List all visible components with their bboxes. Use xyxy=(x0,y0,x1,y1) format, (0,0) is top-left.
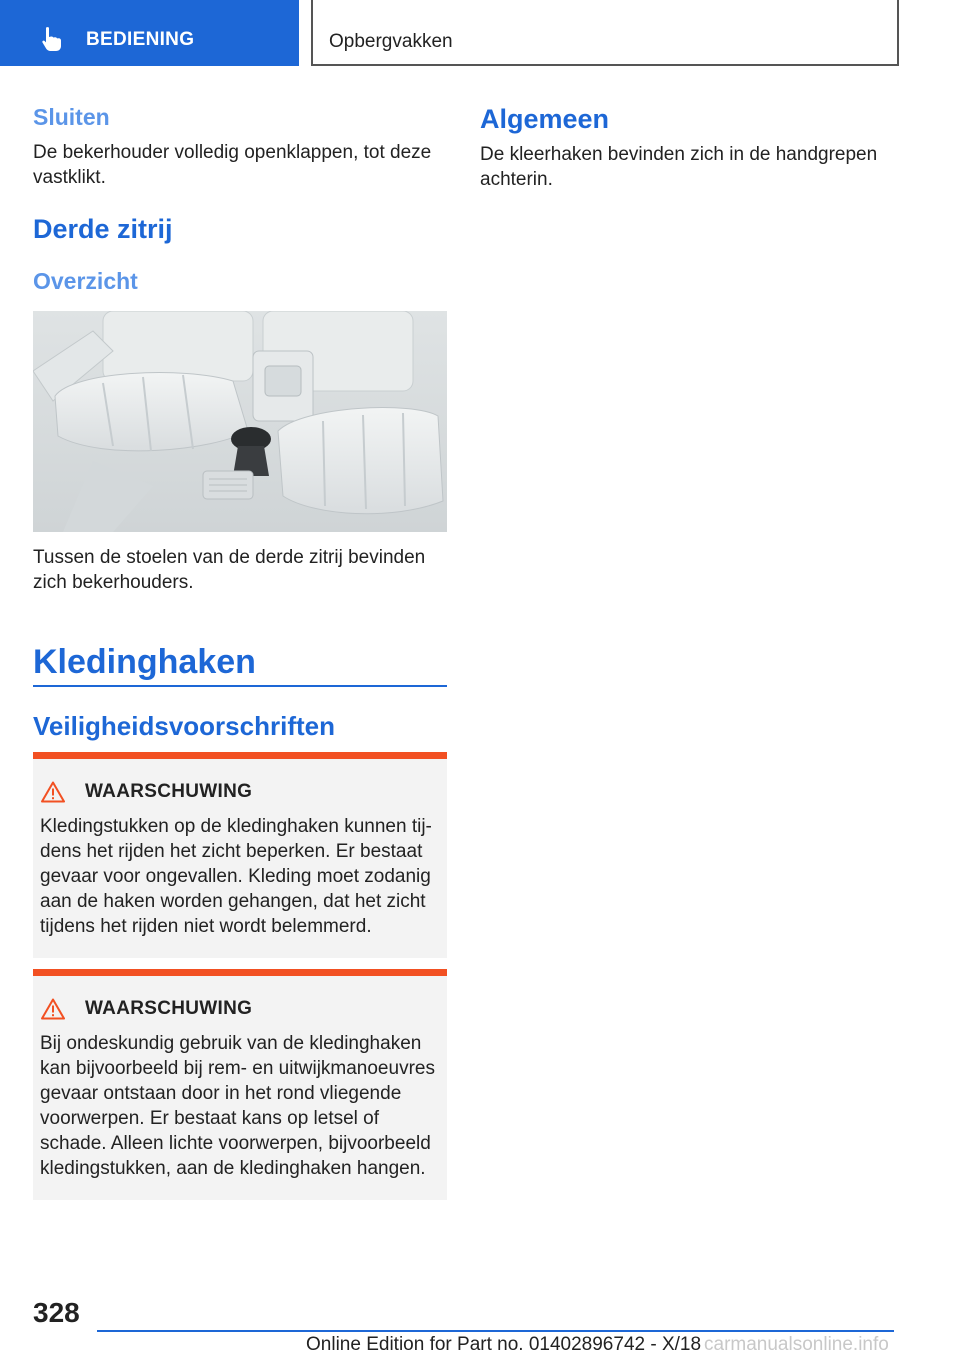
pointing-hand-icon xyxy=(40,26,66,52)
warning-box xyxy=(33,752,447,958)
section-tab[interactable] xyxy=(0,0,299,66)
sluiten-heading: Sluiten xyxy=(33,104,110,130)
chapter-header xyxy=(311,0,899,66)
sluiten-text: De bekerhouder volledig openklappen, tot deze vastklikt. xyxy=(33,142,432,188)
third-row-cupholder-photo xyxy=(33,311,447,532)
warning-box xyxy=(33,969,447,1200)
section-rule xyxy=(33,685,447,687)
algemeen-heading: Algemeen xyxy=(480,104,610,134)
edition-text: Online Edition for Part no. 01402896742 - X/18 xyxy=(306,1334,702,1355)
veiligheid-heading: Veiligheidsvoorschriften xyxy=(33,711,335,741)
footer-rule xyxy=(97,1330,894,1332)
warning-triangle-icon xyxy=(41,781,65,803)
warning-title: WAARSCHUWING xyxy=(85,781,253,802)
overzicht-heading: Overzicht xyxy=(33,268,138,294)
chapter-label: Opbergvakken xyxy=(329,31,453,52)
page-number: 328 xyxy=(33,1297,80,1328)
kledinghaken-heading: Kledinghaken xyxy=(33,643,256,681)
warning-text: Bij ondeskundig gebruik van de kledinghaken kan bijvoorbeeld bij rem- en uitwijkmanoeuvres gevaar ontstaan door in het rond vliegende voorwerpen. Er bestaat kans op letsel of schade. Alleen lichte voorwerpen, bijvoorbeeld kledingstukken, aan de kledinghaken hangen. xyxy=(40,1033,435,1179)
watermark: carmanualsonline.info xyxy=(704,1334,889,1355)
warning-triangle-icon xyxy=(41,998,65,1020)
algemeen-text: De kleerhaken bevinden zich in de handgrepen achterin. xyxy=(480,144,878,190)
seat-illustration xyxy=(33,311,447,532)
photo-caption: Tussen de stoelen van de derde zitrij bevinden zich bekerhouders. xyxy=(33,547,426,593)
section-label: BEDIENING xyxy=(86,29,195,50)
derde-zitrij-heading: Derde zitrij xyxy=(33,214,173,244)
warning-text: Kledingstukken op de kledinghaken kunnen tij-dens het rijden het zicht beperken. Er bestaat gevaar voor ongevallen. Kleding moet zodanig aan de haken worden gehangen, dat het zicht tijdens het rijden niet wordt belemmerd. xyxy=(40,816,432,937)
warning-title: WAARSCHUWING xyxy=(85,998,253,1019)
